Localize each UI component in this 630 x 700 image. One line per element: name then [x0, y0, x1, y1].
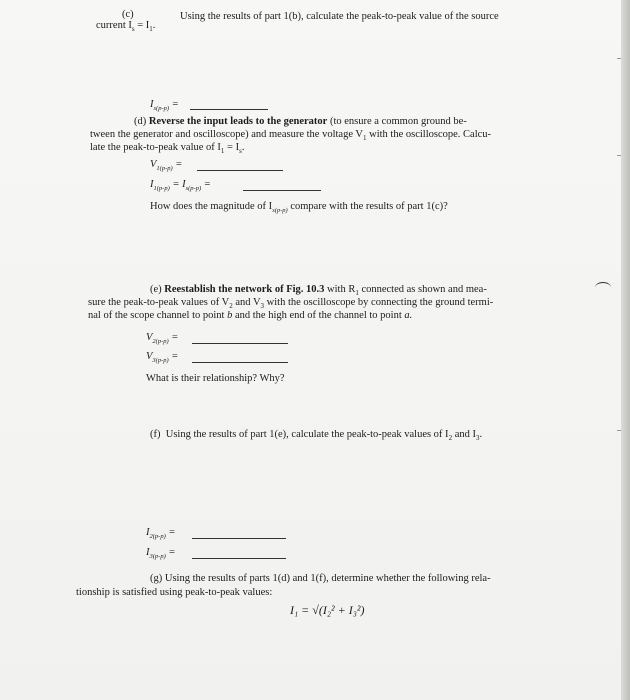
margin-arc-mark [595, 282, 611, 293]
part-g-formula: I₁ = √(I₂² + I₃²) [290, 603, 365, 617]
part-c-label: (c) [122, 9, 134, 20]
part-c-current: current $I_s = I_1$. [96, 20, 156, 34]
part-e-line3: nal of the scope channel to point b and the high end of the channel to point a. [88, 310, 413, 321]
v2-pp-blank[interactable] [192, 343, 288, 344]
i1-pp-blank[interactable] [243, 190, 321, 191]
i3-pp-blank[interactable] [192, 558, 286, 559]
part-d-question: How does the magnitude of $I_{s(p-p)}$ compare with the results of part 1(c)? [150, 201, 448, 215]
v2-pp-label: $V_{2(p-p)}$ = [146, 332, 179, 346]
v3-pp-blank[interactable] [192, 362, 288, 363]
part-c-text: Using the results of part 1(b), calculate the peak-to-peak value of the source [180, 11, 499, 22]
i3-pp-label: $I_{3(p-p)}$ = [146, 547, 176, 561]
part-d-line3: late the peak-to-peak value of $I_1 = I_s$. [90, 142, 245, 156]
part-f-text: (f) Using the results of part 1(e), calculate the peak-to-peak values of $I_2$ and $I_3$. [150, 429, 483, 443]
part-d-line1: (d) Reverse the input leads to the generator (to ensure a common ground be- [134, 116, 467, 127]
v3-pp-label: $V_{3(p-p)}$ = [146, 351, 179, 365]
part-d-line2: tween the generator and oscilloscope) and measure the voltage $V_1$ with the oscilloscope. Calcu- [90, 129, 492, 143]
i1-pp-label: $I_{1(p-p)} = I_{s(p-p)}$ = [150, 179, 211, 193]
is-pp-blank[interactable] [190, 109, 268, 110]
part-g-line1: (g) Using the results of parts 1(d) and 1(f), determine whether the following rela- [150, 573, 491, 584]
page-edge-shadow [621, 0, 630, 700]
is-pp-label: $I_{s(p-p)}$ = [150, 99, 179, 113]
i2-pp-blank[interactable] [192, 538, 286, 539]
part-e-line1: (e) Reestablish the network of Fig. 10.3 with $R_1$ connected as shown and mea- [150, 284, 487, 298]
part-e-question: What is their relationship? Why? [146, 373, 285, 384]
v1-pp-label: $V_{1(p-p)}$ = [150, 159, 183, 173]
i2-pp-label: $I_{2(p-p)}$ = [146, 527, 176, 541]
part-g-line2: tionship is satisfied using peak-to-peak values: [76, 587, 273, 598]
part-e-line2: sure the peak-to-peak values of $V_2$ and $V_3$ with the oscilloscope by connecting the ground termi- [88, 297, 494, 311]
v1-pp-blank[interactable] [197, 170, 283, 171]
